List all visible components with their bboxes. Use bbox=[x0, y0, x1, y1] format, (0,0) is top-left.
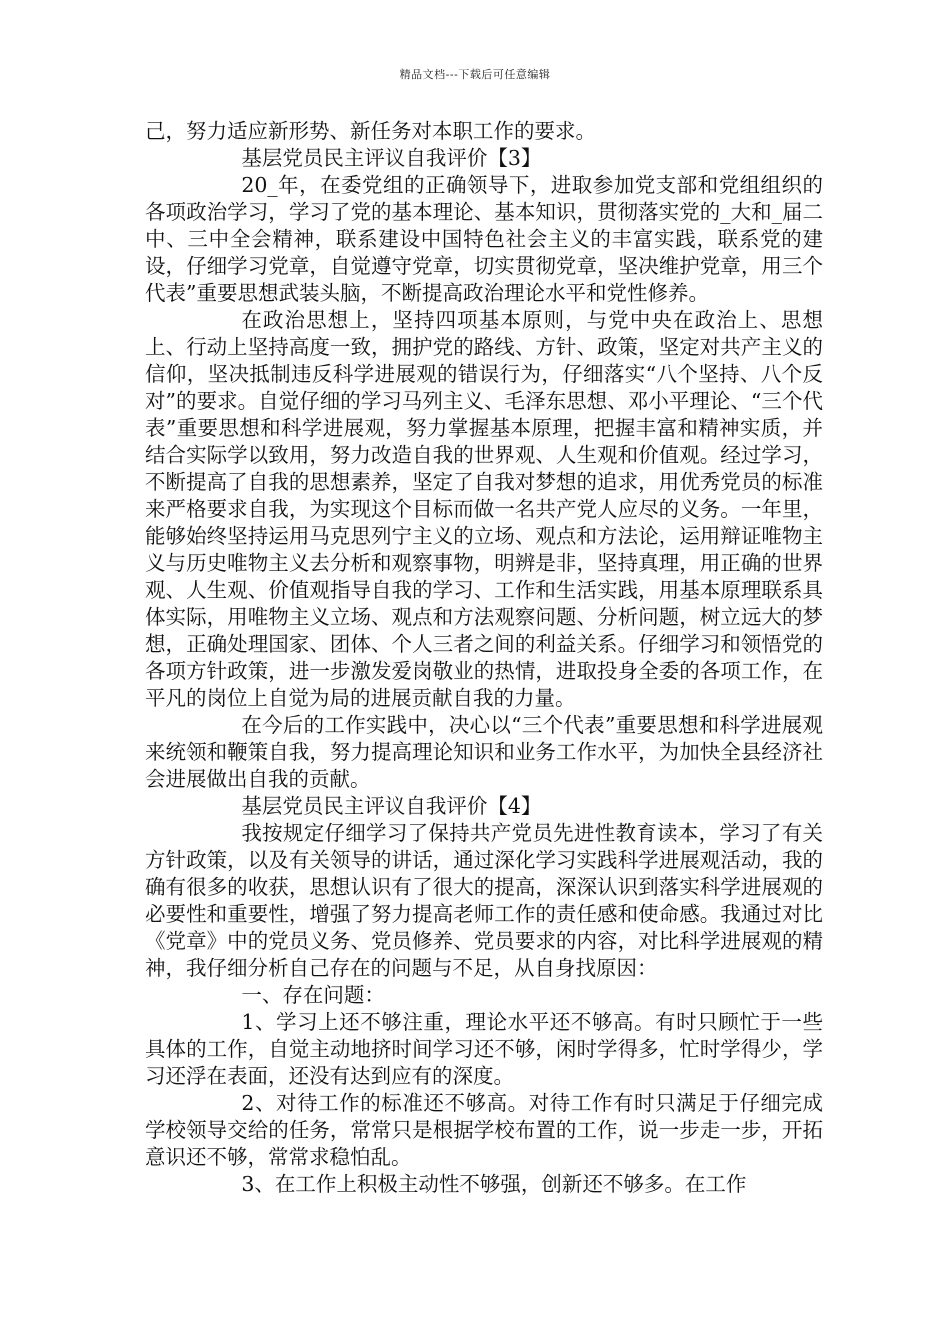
paragraph: 在今后的工作实践中，决心以“三个代表”重要思想和科学进展观来统领和鞭策自我，努力提高理论知识和业务工作水平，为加快全县经济社会进展做出自我的贡献。 bbox=[145, 713, 823, 791]
document-body bbox=[145, 118, 823, 1198]
paragraph: 我按规定仔细学习了保持共产党员先进性教育读本，学习了有关方针政策，以及有关领导的讲话，通过深化学习实践科学进展观活动，我的确有很多的收获，思想认识有了很大的提高，深深认识到落实科学进展观的必要性和重要性，增强了努力提高老师工作的责任感和使命感。我通过对比《党章》中的党员义务、党员修养、党员要求的内容，对比科学进展观的精神，我仔细分析自己存在的问题与不足，从自身找原因： bbox=[145, 821, 823, 980]
page-header: 精品文档---下载后可任意编辑 bbox=[399, 68, 551, 81]
section-heading-3: 基层党员民主评议自我评价【3】 bbox=[241, 146, 542, 170]
paragraph: 20_年，在委党组的正确领导下，进取参加党支部和党组组织的各项政治学习，学习了党的基本理论、基本知识，贯彻落实党的_大和_届二中、三中全会精神，联系建设中国特色社会主义的丰富实践，联系党的建设，仔细学习党章，自觉遵守党章，切实贯彻党章，坚决维护党章，用三个代表”重要思想武装头脑，不断提高政治理论水平和党性修养。 bbox=[145, 173, 823, 305]
subsection-heading: 一、存在问题： bbox=[241, 983, 385, 1007]
section-heading-4: 基层党员民主评议自我评价【4】 bbox=[241, 794, 542, 818]
list-item: 3、在工作上积极主动性不够强，创新还不够多。在工作 bbox=[241, 1172, 747, 1196]
paragraph: 在政治思想上，坚持四项基本原则，与党中央在政治上、思想上、行动上坚持高度一致，拥护党的路线、方针、政策，坚定对共产主义的信仰，坚决抵制违反科学进展观的错误行为，仔细落实“八个坚持、八个反对”的要求。自觉仔细的学习马列主义、毛泽东思想、邓小平理论、“三个代表”重要思想和科学进展观，努力掌握基本原理，把握丰富和精神实质，并结合实际学以致用，努力改造自我的世界观、人生观和价值观。经过学习，不断提高了自我的思想素养，坚定了自我对梦想的追求，用优秀党员的标准来严格要求自我，为实现这个目标而做一名共产党人应尽的义务。一年里，能够始终坚持运用马克思列宁主义的立场、观点和方法论，运用辩证唯物主义与历史唯物主义去分析和观察事物，明辨是非，坚持真理，用正确的世界观、人生观、价值观指导自我的学习、工作和生活实践，用基本原理联系具体实际，用唯物主义立场、观点和方法观察问题、分析问题，树立远大的梦想，正确处理国家、团体、个人三者之间的利益关系。仔细学习和领悟党的各项方针政策，进一步激发爱岗敬业的热情，进取投身全委的各项工作，在平凡的岗位上自觉为局的进展贡献自我的力量。 bbox=[145, 308, 823, 710]
list-item: 1、学习上还不够注重，理论水平还不够高。有时只顾忙于一些具体的工作，自觉主动地挤时间学习还不够，闲时学得多，忙时学得少，学习还浮在表面，还没有达到应有的深度。 bbox=[145, 1010, 823, 1088]
paragraph-continuation: 己，努力适应新形势、新任务对本职工作的要求。 bbox=[145, 119, 596, 143]
list-item: 2、对待工作的标准还不够高。对待工作有时只满足于仔细完成学校领导交给的任务，常常只是根据学校布置的工作，说一步走一步，开拓意识还不够，常常求稳怕乱。 bbox=[145, 1091, 823, 1169]
